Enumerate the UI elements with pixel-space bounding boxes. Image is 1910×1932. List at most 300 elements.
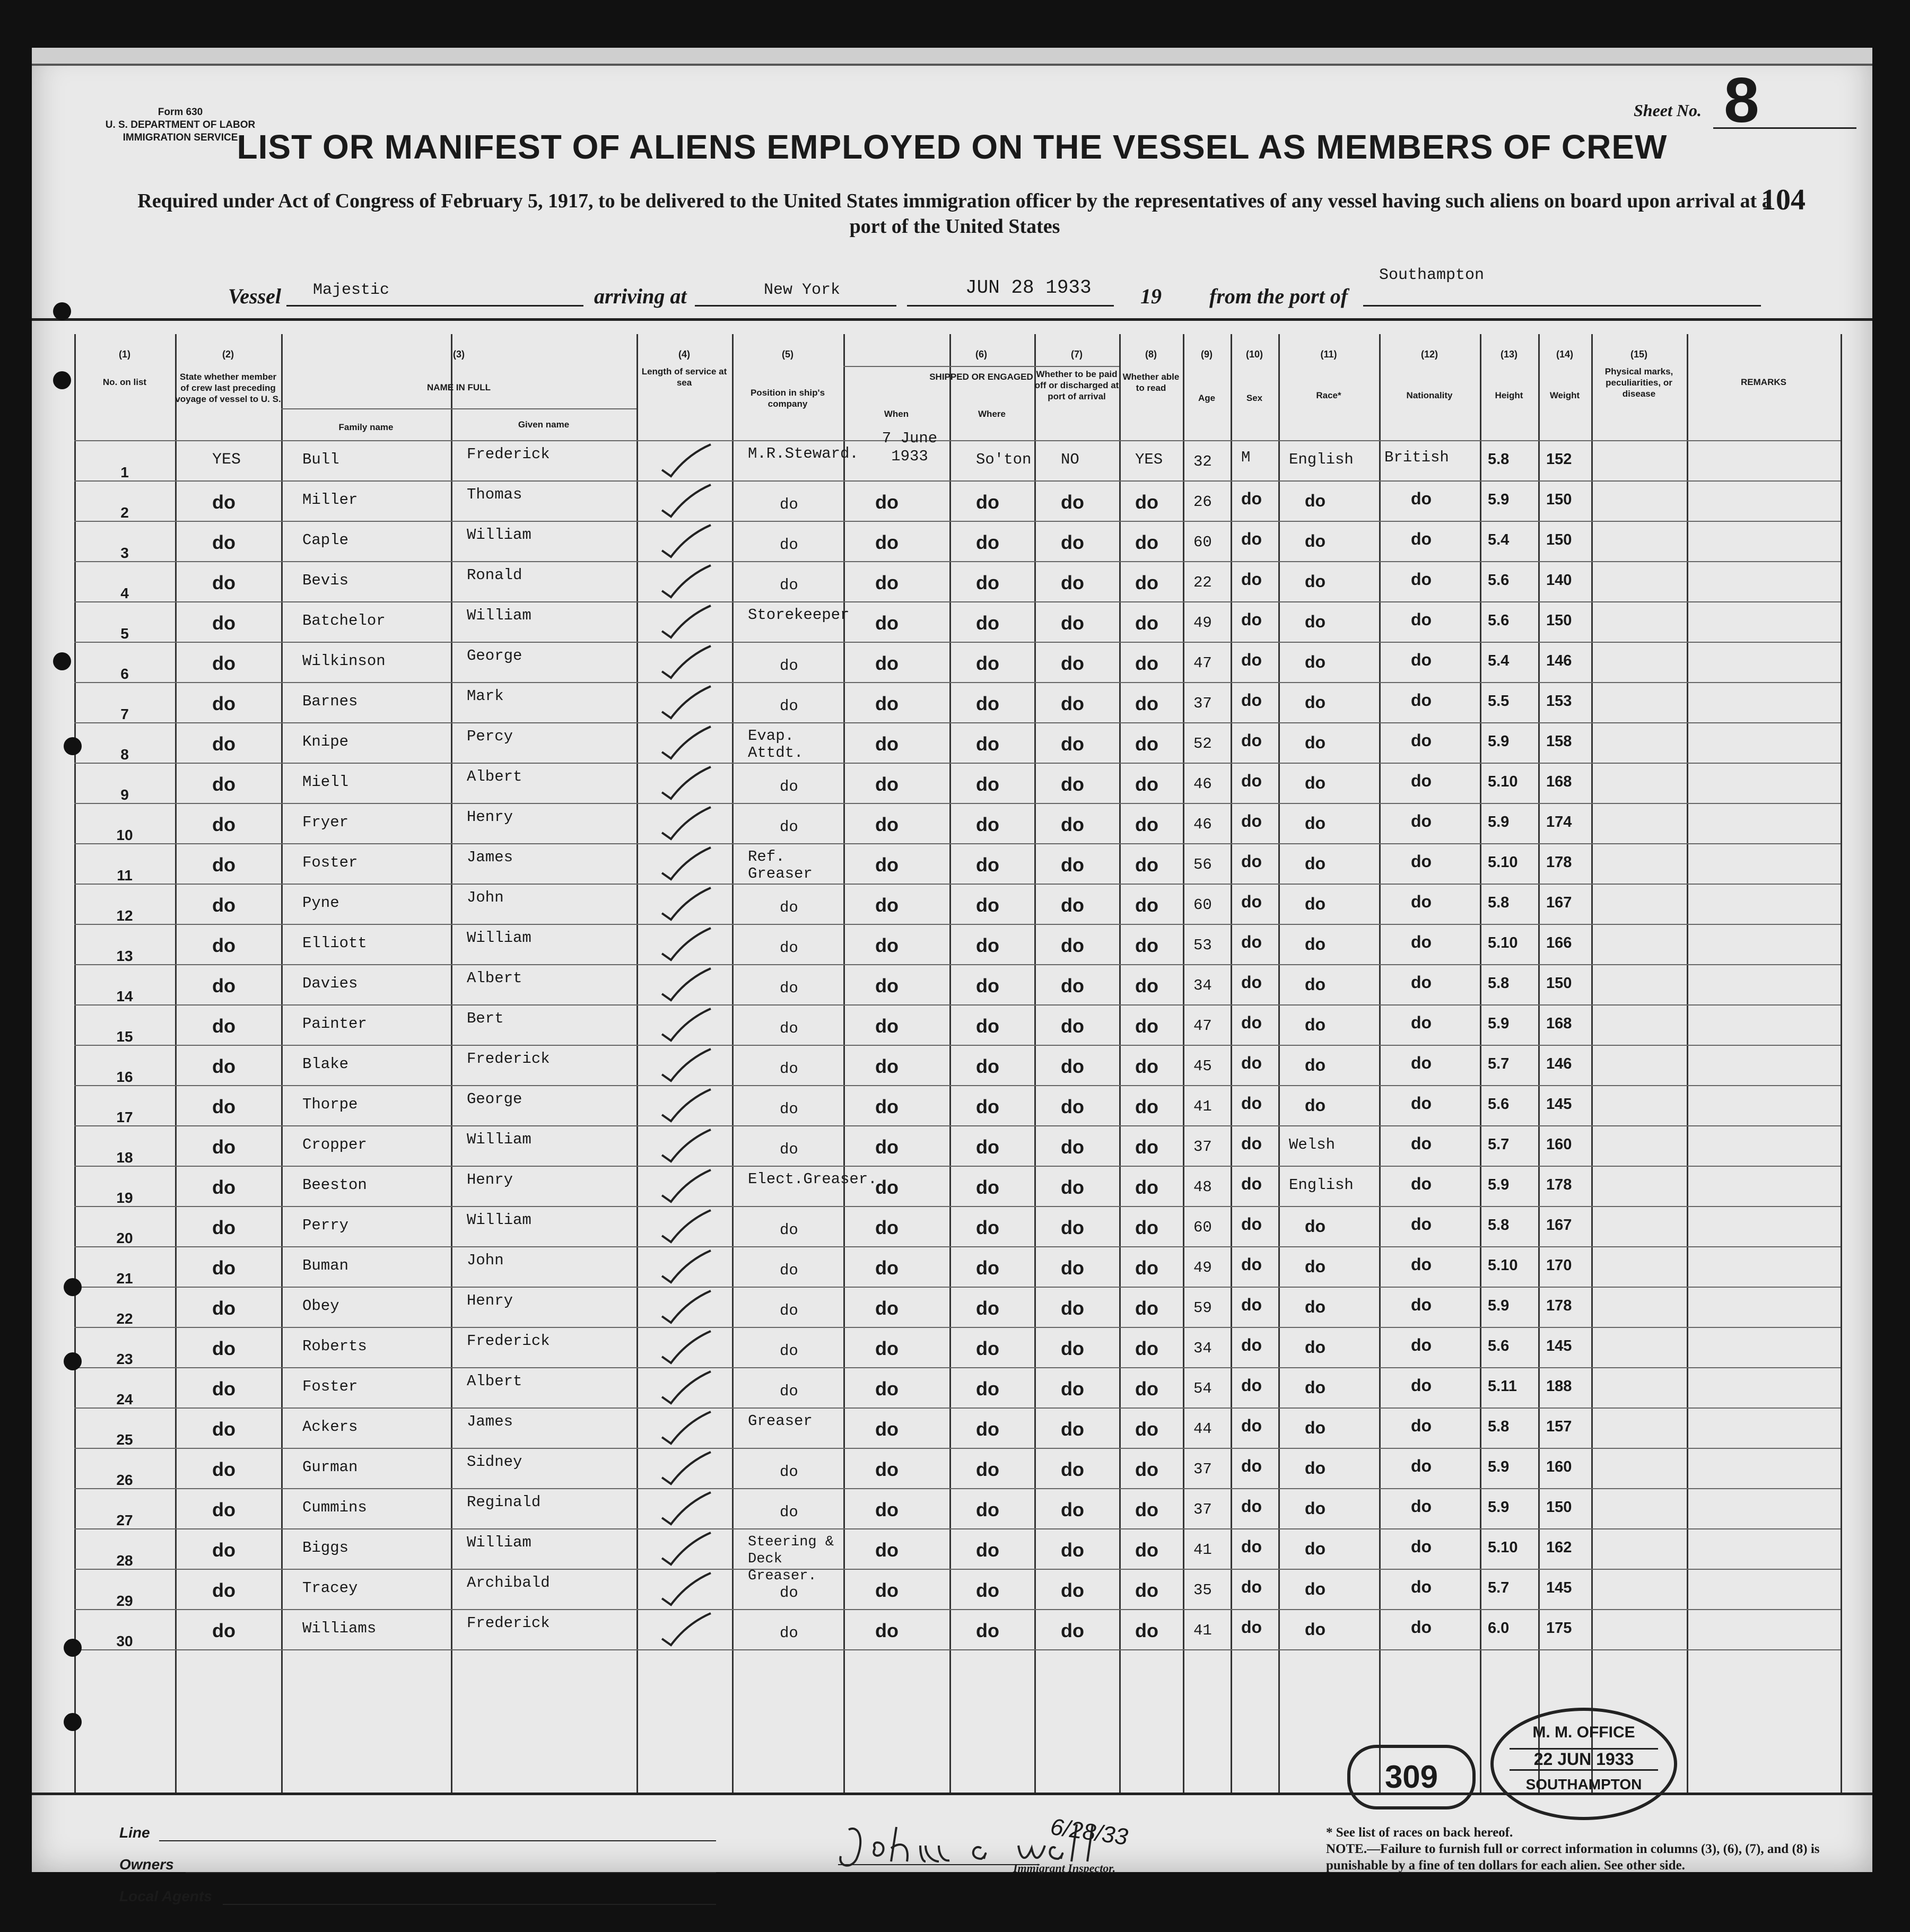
paid-off-cell: do [1061, 1499, 1084, 1520]
position-cell: do [780, 1503, 798, 1521]
last-voyage-cell: do [212, 612, 236, 634]
service-check-mark [658, 1612, 716, 1649]
height-cell: 5.10 [1488, 773, 1518, 790]
weight-cell: 166 [1546, 934, 1572, 951]
binder-hole [64, 737, 82, 755]
column-divider [1034, 334, 1036, 1793]
age-cell: 47 [1193, 654, 1212, 672]
vessel-line [286, 305, 583, 307]
line-label: Line [119, 1824, 150, 1841]
row-number: 18 [116, 1149, 133, 1166]
column-divider [1538, 334, 1540, 1793]
position-cell: do [780, 697, 798, 715]
race-cell: do [1305, 1055, 1326, 1074]
age-cell: 60 [1193, 1219, 1212, 1236]
race-cell: do [1305, 693, 1326, 712]
row-divider [74, 561, 1841, 562]
column-number: (1) [119, 349, 130, 360]
paid-off-cell: do [1061, 1378, 1084, 1400]
position-cell: do [780, 1060, 798, 1078]
given-name-cell: William [467, 607, 531, 624]
race-cell: English [1289, 451, 1354, 468]
nationality-cell: do [1411, 932, 1432, 951]
height-cell: 5.7 [1488, 1136, 1510, 1153]
row-divider [74, 722, 1841, 723]
height-cell: 5.9 [1488, 1297, 1510, 1314]
sex-cell: do [1241, 1618, 1262, 1637]
able-to-read-cell: do [1135, 612, 1158, 634]
last-voyage-cell: do [212, 491, 236, 513]
crew-table [74, 334, 1841, 1793]
row-number: 9 [120, 786, 129, 803]
paid-off-cell: do [1061, 1096, 1084, 1117]
height-cell: 5.6 [1488, 572, 1510, 589]
race-cell: do [1305, 1096, 1326, 1115]
column-header: Where [978, 409, 1006, 419]
row-divider [74, 1569, 1841, 1570]
row-number: 14 [116, 988, 133, 1004]
family-name-cell: Bevis [302, 572, 349, 589]
nationality-cell: British [1384, 449, 1449, 466]
row-number: 10 [116, 827, 133, 843]
race-cell: do [1305, 531, 1326, 550]
sex-cell: do [1241, 932, 1262, 951]
row-number: 29 [116, 1593, 133, 1609]
weight-cell: 167 [1546, 1217, 1572, 1234]
weight-cell: 175 [1546, 1620, 1572, 1637]
position-cell: do [780, 1383, 798, 1400]
height-cell: 5.4 [1488, 531, 1510, 548]
weight-cell: 170 [1546, 1257, 1572, 1274]
last-voyage-cell: do [212, 1378, 236, 1400]
paid-off-cell: do [1061, 1620, 1084, 1641]
row-number: 3 [120, 545, 129, 561]
able-to-read-cell: do [1135, 1176, 1158, 1198]
family-name-cell: Beeston [302, 1176, 367, 1194]
row-divider [74, 1246, 1841, 1247]
service-check-mark [658, 846, 716, 884]
shipped-where-cell: do [976, 894, 999, 916]
service-check-mark [658, 1572, 716, 1609]
able-to-read-cell: do [1135, 854, 1158, 876]
row-number: 8 [120, 746, 129, 763]
nationality-cell: do [1411, 1416, 1432, 1435]
service-check-mark [658, 1249, 716, 1287]
shipped-when-cell: do [875, 1418, 899, 1440]
arriving-label: arriving at [594, 284, 687, 308]
able-to-read-cell: do [1135, 693, 1158, 714]
shipped-where-cell: do [976, 975, 999, 996]
row-divider [74, 1004, 1841, 1006]
row-divider [74, 1045, 1841, 1046]
column-header: Weight [1549, 390, 1580, 400]
row-divider [74, 1609, 1841, 1610]
position-cell: do [780, 1624, 798, 1642]
service-check-mark [658, 1491, 716, 1528]
position-cell: do [780, 1020, 798, 1037]
sex-cell: do [1241, 610, 1262, 629]
age-cell: 54 [1193, 1380, 1212, 1397]
row-divider [74, 1448, 1841, 1449]
sex-cell: do [1241, 1134, 1262, 1153]
binder-hole [64, 1278, 82, 1296]
column-header: SHIPPED OR ENGAGED [929, 372, 1033, 382]
position-cell: do [780, 818, 798, 836]
able-to-read-cell: do [1135, 1458, 1158, 1480]
age-cell: 41 [1193, 1098, 1212, 1115]
shipped-when-cell: do [875, 1136, 899, 1158]
owners-label: Owners [119, 1856, 174, 1873]
able-to-read-cell: do [1135, 1096, 1158, 1117]
position-cell: do [780, 899, 798, 916]
sheet-number-label: Sheet No. [1634, 101, 1702, 120]
last-voyage-cell: do [212, 1579, 236, 1601]
column-number: (4) [678, 349, 690, 360]
nationality-cell: do [1411, 570, 1432, 589]
height-cell: 5.9 [1488, 1176, 1510, 1193]
able-to-read-cell: do [1135, 934, 1158, 956]
nationality-cell: do [1411, 771, 1432, 790]
weight-cell: 150 [1546, 612, 1572, 629]
shipped-where-cell: do [976, 1620, 999, 1641]
row-number: 26 [116, 1472, 133, 1488]
column-header: Whether able to read [1122, 372, 1180, 393]
row-number: 15 [116, 1028, 133, 1045]
column-divider [1278, 334, 1280, 1793]
nationality-cell: do [1411, 1497, 1432, 1516]
row-divider [74, 601, 1841, 602]
height-cell: 5.7 [1488, 1579, 1510, 1596]
column-header: Height [1495, 390, 1523, 400]
row-number: 20 [116, 1230, 133, 1246]
column-number: (7) [1071, 349, 1083, 360]
weight-cell: 145 [1546, 1096, 1572, 1113]
header-divider [74, 440, 1841, 441]
nationality-cell: do [1411, 1335, 1432, 1354]
given-name-cell: Bert [467, 1010, 504, 1027]
height-cell: 5.10 [1488, 934, 1518, 951]
height-cell: 5.8 [1488, 1217, 1510, 1234]
row-divider [74, 480, 1841, 482]
service-check-mark [658, 685, 716, 722]
given-name-cell: George [467, 647, 522, 665]
shipped-where-cell: do [976, 1539, 999, 1561]
given-name-cell: Albert [467, 768, 522, 785]
owners-fill [186, 1872, 716, 1873]
shipped-when-cell: do [875, 652, 899, 674]
sex-cell: do [1241, 771, 1262, 790]
age-cell: 46 [1193, 816, 1212, 833]
vessel-row [228, 266, 1766, 313]
weight-cell: 178 [1546, 854, 1572, 871]
height-cell: 5.9 [1488, 814, 1510, 831]
race-cell: do [1305, 612, 1326, 631]
shipped-where-cell: do [976, 572, 999, 593]
shipped-where-cell: do [976, 693, 999, 714]
column-header: Nationality [1406, 390, 1453, 400]
shipped-when-cell: 7 June 1933 [882, 430, 938, 465]
sex-cell: do [1241, 1295, 1262, 1314]
nationality-cell: do [1411, 852, 1432, 871]
position-cell: do [780, 778, 798, 795]
column-divider [1231, 334, 1232, 1793]
height-cell: 5.6 [1488, 612, 1510, 629]
paid-off-cell: do [1061, 854, 1084, 876]
sex-cell: do [1241, 1094, 1262, 1113]
family-name-cell: Fryer [302, 814, 349, 831]
vessel-label: Vessel [228, 284, 281, 308]
signature-date: 6/28/33 [1049, 1814, 1130, 1850]
row-number: 22 [116, 1310, 133, 1327]
family-name-cell: Batchelor [302, 612, 386, 630]
row-number: 21 [116, 1270, 133, 1287]
height-cell: 5.6 [1488, 1096, 1510, 1113]
paid-off-cell: do [1061, 1337, 1084, 1359]
able-to-read-cell: do [1135, 652, 1158, 674]
age-cell: 41 [1193, 1622, 1212, 1639]
shipped-where-cell: do [976, 733, 999, 755]
sex-cell: do [1241, 811, 1262, 831]
nationality-cell: do [1411, 1255, 1432, 1274]
position-cell: do [780, 536, 798, 554]
nationality-cell: do [1411, 1376, 1432, 1395]
row-number: 7 [120, 706, 129, 722]
service-check-mark [658, 1169, 716, 1206]
age-cell: 45 [1193, 1057, 1212, 1075]
weight-cell: 146 [1546, 652, 1572, 669]
form-line: U. S. DEPARTMENT OF LABOR [105, 119, 256, 130]
column-header: Position in ship's company [750, 388, 825, 409]
weight-cell: 150 [1546, 531, 1572, 548]
height-cell: 5.8 [1488, 975, 1510, 992]
row-divider [74, 964, 1841, 965]
able-to-read-cell: do [1135, 1297, 1158, 1319]
last-voyage-cell: YES [212, 451, 241, 469]
age-cell: 26 [1193, 493, 1212, 511]
last-voyage-cell: do [212, 693, 236, 714]
able-to-read-cell: do [1135, 1217, 1158, 1238]
binder-hole [53, 302, 71, 320]
sex-cell: M [1241, 449, 1251, 466]
row-divider [74, 1287, 1841, 1288]
column-divider [1183, 334, 1184, 1793]
sex-cell: do [1241, 1416, 1262, 1435]
age-cell: 37 [1193, 1501, 1212, 1518]
service-check-mark [658, 524, 716, 561]
column-number: (12) [1420, 349, 1438, 360]
shipped-when-cell: do [875, 1176, 899, 1198]
sex-cell: do [1241, 1376, 1262, 1395]
able-to-read-cell: do [1135, 1378, 1158, 1400]
weight-cell: 157 [1546, 1418, 1572, 1435]
column-number: (8) [1145, 349, 1157, 360]
position-cell: Steering & Deck Greaser. [748, 1534, 834, 1584]
weight-cell: 158 [1546, 733, 1572, 750]
age-cell: 56 [1193, 856, 1212, 873]
service-check-mark [658, 443, 716, 480]
paid-off-cell: do [1061, 934, 1084, 956]
given-name-cell: John [467, 1252, 504, 1269]
weight-cell: 160 [1546, 1136, 1572, 1153]
weight-cell: 162 [1546, 1539, 1572, 1556]
column-divider [1687, 334, 1688, 1793]
document-title: LIST OR MANIFEST OF ALIENS EMPLOYED ON THE VESSEL AS MEMBERS OF CREW [237, 128, 1668, 166]
header-rule [32, 318, 1872, 321]
family-name-cell: Williams [302, 1620, 377, 1637]
row-divider [74, 1166, 1841, 1167]
shipped-when-cell: do [875, 1539, 899, 1561]
paid-off-cell: do [1061, 1136, 1084, 1158]
last-voyage-cell: do [212, 934, 236, 956]
date-line [907, 305, 1114, 307]
service-check-mark [658, 806, 716, 843]
family-name-cell: Perry [302, 1217, 349, 1234]
service-check-mark [658, 1411, 716, 1448]
column-number: (14) [1556, 349, 1573, 360]
sex-cell: do [1241, 529, 1262, 548]
height-cell: 5.10 [1488, 854, 1518, 871]
able-to-read-cell: do [1135, 733, 1158, 755]
family-name-cell: Buman [302, 1257, 349, 1274]
able-to-read-cell: do [1135, 1539, 1158, 1561]
row-number: 27 [116, 1512, 133, 1528]
shipped-when-cell: do [875, 1257, 899, 1279]
service-check-mark [658, 725, 716, 763]
sex-cell: do [1241, 690, 1262, 710]
last-voyage-cell: do [212, 814, 236, 835]
paid-off-cell: do [1061, 814, 1084, 835]
service-check-mark [658, 1330, 716, 1367]
height-cell: 5.10 [1488, 1539, 1518, 1556]
able-to-read-cell: do [1135, 894, 1158, 916]
position-cell: Evap. Attdt. [748, 727, 804, 762]
nationality-cell: do [1411, 610, 1432, 629]
given-name-cell: Frederick [467, 1332, 550, 1350]
given-name-cell: Frederick [467, 1614, 550, 1632]
column-header: NAME IN FULL [427, 382, 491, 392]
family-name-cell: Painter [302, 1015, 367, 1033]
shipped-where-cell: do [976, 1217, 999, 1238]
sex-cell: do [1241, 1335, 1262, 1354]
service-check-mark [658, 967, 716, 1004]
service-check-mark [658, 484, 716, 521]
shipped-where-cell: do [976, 1579, 999, 1601]
column-divider [732, 334, 734, 1793]
nationality-cell: do [1411, 1053, 1432, 1072]
age-cell: 44 [1193, 1420, 1212, 1438]
service-check-mark [658, 1129, 716, 1166]
age-cell: 60 [1193, 896, 1212, 914]
column-number: (3) [453, 349, 465, 360]
shipped-where-cell: do [976, 491, 999, 513]
nationality-cell: do [1411, 1013, 1432, 1032]
last-voyage-cell: do [212, 854, 236, 876]
row-divider [74, 682, 1841, 683]
shipped-when-cell: do [875, 612, 899, 634]
age-cell: 53 [1193, 937, 1212, 954]
race-cell: do [1305, 814, 1326, 833]
shipped-when-cell: do [875, 1096, 899, 1117]
column-header: Given name [518, 419, 570, 430]
shipped-when-cell: do [875, 1458, 899, 1480]
from-port-line [1363, 305, 1761, 307]
column-number: (6) [975, 349, 987, 360]
race-cell: do [1305, 1217, 1326, 1236]
shipped-where-cell: do [976, 612, 999, 634]
shipped-when-cell: do [875, 1297, 899, 1319]
date-stamp: JUN 28 1933 [965, 277, 1092, 299]
shipped-when-cell: do [875, 572, 899, 593]
last-voyage-cell: do [212, 1337, 236, 1359]
race-cell: Welsh [1289, 1136, 1336, 1153]
shipped-where-cell: So'ton [976, 451, 1032, 468]
family-name-cell: Gurman [302, 1458, 358, 1476]
race-cell: do [1305, 1499, 1326, 1518]
form-line: IMMIGRATION SERVICE [123, 132, 238, 143]
position-cell: do [780, 980, 798, 997]
column-divider [74, 334, 76, 1793]
height-cell: 5.11 [1488, 1378, 1517, 1395]
height-cell: 5.9 [1488, 1458, 1510, 1475]
stamp-office: M. M. OFFICE [1532, 1724, 1635, 1741]
family-name-cell: Bull [302, 451, 339, 468]
service-check-mark [658, 1451, 716, 1488]
able-to-read-cell: do [1135, 1015, 1158, 1037]
shipped-when-cell: do [875, 733, 899, 755]
paid-off-cell: do [1061, 1579, 1084, 1601]
sex-cell: do [1241, 1577, 1262, 1596]
position-cell: Ref. Greaser [748, 848, 813, 882]
service-check-mark [658, 887, 716, 924]
agents-fill [223, 1904, 716, 1905]
given-name-cell: Percy [467, 728, 513, 745]
weight-cell: 174 [1546, 814, 1572, 831]
column-divider [451, 334, 452, 1793]
inspector-label: Immigrant Inspector. [1013, 1861, 1116, 1875]
age-cell: 49 [1193, 614, 1212, 632]
sex-cell: do [1241, 1214, 1262, 1234]
nationality-cell: do [1411, 489, 1432, 508]
able-to-read-cell: do [1135, 814, 1158, 835]
nationality-cell: do [1411, 1174, 1432, 1193]
given-name-cell: William [467, 1211, 531, 1229]
row-divider [74, 1649, 1841, 1650]
race-cell: do [1305, 975, 1326, 994]
able-to-read-cell: do [1135, 1257, 1158, 1279]
family-name-cell: Foster [302, 854, 358, 871]
height-cell: 5.10 [1488, 1257, 1518, 1274]
family-name-cell: Obey [302, 1297, 339, 1315]
given-name-cell: Albert [467, 969, 522, 987]
column-number: (2) [222, 349, 234, 360]
able-to-read-cell: do [1135, 1499, 1158, 1520]
race-cell: do [1305, 1539, 1326, 1558]
paid-off-cell: do [1061, 1015, 1084, 1037]
weight-cell: 145 [1546, 1579, 1572, 1596]
last-voyage-cell: do [212, 1539, 236, 1561]
race-cell: do [1305, 1418, 1326, 1437]
age-cell: 37 [1193, 1461, 1212, 1478]
position-cell: do [780, 1584, 798, 1602]
race-cell: do [1305, 894, 1326, 913]
shipped-where-cell: do [976, 1499, 999, 1520]
service-check-mark [658, 1370, 716, 1408]
last-voyage-cell: do [212, 572, 236, 593]
last-voyage-cell: do [212, 1499, 236, 1520]
row-divider [74, 1327, 1841, 1328]
shipped-when-cell: do [875, 1579, 899, 1601]
position-cell: M.R.Steward. [748, 445, 859, 462]
